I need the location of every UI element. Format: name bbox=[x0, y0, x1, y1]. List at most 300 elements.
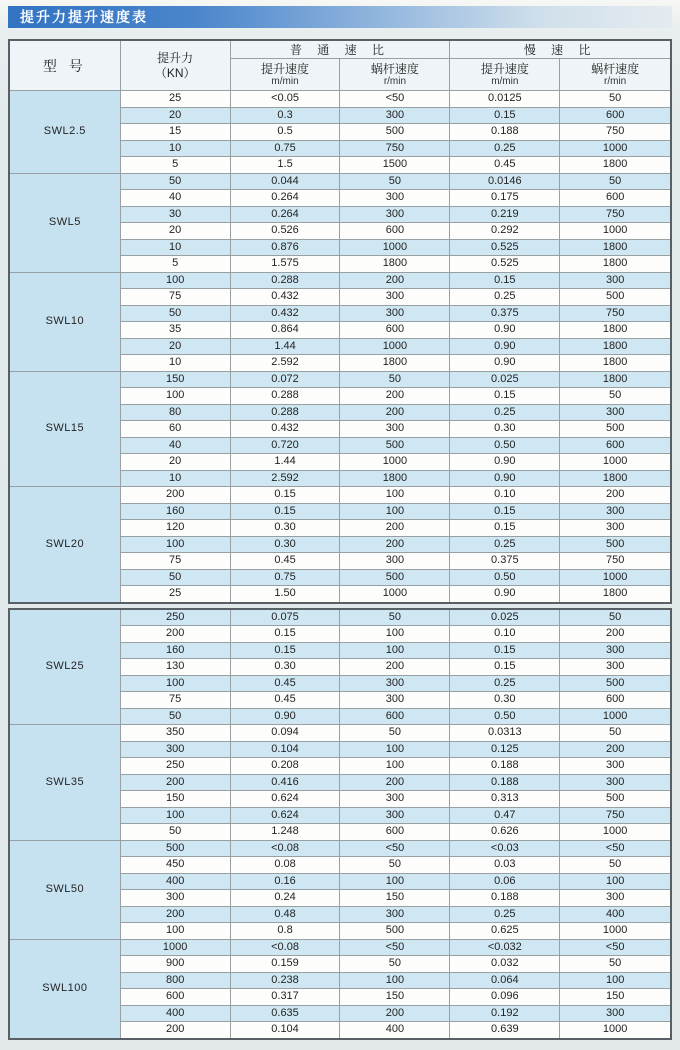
data-cell: 130 bbox=[120, 659, 230, 676]
data-cell: 10 bbox=[120, 239, 230, 256]
data-cell: 0.15 bbox=[230, 503, 340, 520]
data-cell: 5 bbox=[120, 157, 230, 174]
data-cell: 0.096 bbox=[450, 989, 560, 1006]
data-cell: 0.864 bbox=[230, 322, 340, 339]
data-cell: 300 bbox=[560, 774, 671, 791]
data-cell: 250 bbox=[120, 609, 230, 626]
header-sub-3: 蜗杆速度 r/min bbox=[560, 59, 671, 91]
data-cell: 0.45 bbox=[230, 553, 340, 570]
data-cell: 0.06 bbox=[450, 873, 560, 890]
data-cell: 0.48 bbox=[230, 906, 340, 923]
data-cell: 1800 bbox=[340, 256, 450, 273]
data-cell: 200 bbox=[120, 626, 230, 643]
data-cell: 100 bbox=[340, 642, 450, 659]
data-cell: 0.876 bbox=[230, 239, 340, 256]
data-cell: 20 bbox=[120, 107, 230, 124]
data-cell: 0.08 bbox=[230, 857, 340, 874]
model-cell: SWL15 bbox=[9, 371, 120, 487]
data-cell: 500 bbox=[340, 437, 450, 454]
data-cell: 0.238 bbox=[230, 972, 340, 989]
data-cell: 100 bbox=[340, 758, 450, 775]
data-cell: 50 bbox=[560, 388, 671, 405]
data-cell: 50 bbox=[560, 173, 671, 190]
data-cell: <0.08 bbox=[230, 840, 340, 857]
data-cell: 0.025 bbox=[450, 371, 560, 388]
data-cell: 120 bbox=[120, 520, 230, 537]
data-cell: 10 bbox=[120, 470, 230, 487]
header-model: 型 号 bbox=[9, 40, 120, 91]
data-cell: 900 bbox=[120, 956, 230, 973]
data-cell: 300 bbox=[560, 520, 671, 537]
data-cell: 25 bbox=[120, 586, 230, 603]
data-cell: 1000 bbox=[560, 223, 671, 240]
data-cell: 0.192 bbox=[450, 1005, 560, 1022]
data-cell: 1500 bbox=[340, 157, 450, 174]
table-row bbox=[9, 725, 671, 742]
data-cell: 300 bbox=[340, 553, 450, 570]
data-cell: 0.90 bbox=[450, 355, 560, 372]
data-cell: 15 bbox=[120, 124, 230, 141]
data-cell: 1.44 bbox=[230, 454, 340, 471]
data-cell: 1000 bbox=[560, 1022, 671, 1039]
data-cell: 0.104 bbox=[230, 1022, 340, 1039]
data-cell: 80 bbox=[120, 404, 230, 421]
header-slow-ratio: 慢 速 比 bbox=[450, 40, 671, 59]
data-cell: 200 bbox=[120, 1022, 230, 1039]
data-cell: 0.25 bbox=[450, 404, 560, 421]
data-cell: <50 bbox=[340, 840, 450, 857]
data-cell: 100 bbox=[120, 923, 230, 940]
data-cell: 750 bbox=[560, 807, 671, 824]
data-cell: 0.25 bbox=[450, 675, 560, 692]
table-row bbox=[9, 173, 671, 190]
data-cell: 0.064 bbox=[450, 972, 560, 989]
data-cell: 0.175 bbox=[450, 190, 560, 207]
data-cell: 300 bbox=[120, 741, 230, 758]
data-cell: 0.292 bbox=[450, 223, 560, 240]
data-cell: 0.3 bbox=[230, 107, 340, 124]
data-cell: 350 bbox=[120, 725, 230, 742]
data-cell: 0.25 bbox=[450, 140, 560, 157]
data-cell: 100 bbox=[120, 536, 230, 553]
data-cell: 75 bbox=[120, 289, 230, 306]
data-cell: 0.375 bbox=[450, 553, 560, 570]
data-cell: <0.032 bbox=[450, 939, 560, 956]
data-cell: 2.592 bbox=[230, 355, 340, 372]
data-cell: 200 bbox=[340, 388, 450, 405]
data-cell: 300 bbox=[340, 421, 450, 438]
data-cell: 0.188 bbox=[450, 774, 560, 791]
data-cell: 100 bbox=[560, 972, 671, 989]
data-cell: 1.5 bbox=[230, 157, 340, 174]
data-cell: 0.313 bbox=[450, 791, 560, 808]
data-cell: 0.30 bbox=[450, 421, 560, 438]
data-cell: 0.15 bbox=[450, 659, 560, 676]
data-cell: 0.15 bbox=[450, 642, 560, 659]
data-cell: 0.375 bbox=[450, 305, 560, 322]
data-cell: 1000 bbox=[560, 824, 671, 841]
data-cell: 100 bbox=[560, 873, 671, 890]
data-cell: 0.525 bbox=[450, 256, 560, 273]
data-cell: <50 bbox=[340, 91, 450, 108]
data-cell: 200 bbox=[560, 626, 671, 643]
data-cell: 60 bbox=[120, 421, 230, 438]
data-cell: 400 bbox=[340, 1022, 450, 1039]
data-cell: 600 bbox=[120, 989, 230, 1006]
data-cell: 0.432 bbox=[230, 305, 340, 322]
data-cell: 0.032 bbox=[450, 956, 560, 973]
data-cell: 600 bbox=[340, 223, 450, 240]
data-cell: 0.432 bbox=[230, 289, 340, 306]
data-cell: 1800 bbox=[560, 470, 671, 487]
data-cell: 0.15 bbox=[230, 626, 340, 643]
data-cell: 0.75 bbox=[230, 569, 340, 586]
data-cell: <50 bbox=[560, 939, 671, 956]
data-cell: 500 bbox=[340, 124, 450, 141]
data-cell: 50 bbox=[340, 371, 450, 388]
data-cell: 100 bbox=[340, 626, 450, 643]
data-cell: 1000 bbox=[560, 454, 671, 471]
data-cell: 0.50 bbox=[450, 569, 560, 586]
data-cell: 0.90 bbox=[450, 338, 560, 355]
header-sub-0: 提升速度 m/min bbox=[230, 59, 340, 91]
data-cell: 1000 bbox=[560, 708, 671, 725]
data-cell: 400 bbox=[120, 1005, 230, 1022]
data-cell: 50 bbox=[120, 708, 230, 725]
model-cell: SWL25 bbox=[9, 609, 120, 725]
data-cell: 300 bbox=[340, 190, 450, 207]
table-row bbox=[9, 272, 671, 289]
data-cell: 0.288 bbox=[230, 272, 340, 289]
data-cell: 25 bbox=[120, 91, 230, 108]
model-cell: SWL5 bbox=[9, 173, 120, 272]
data-cell: 300 bbox=[340, 807, 450, 824]
data-cell: 1800 bbox=[560, 157, 671, 174]
table-row bbox=[9, 840, 671, 857]
data-cell: 250 bbox=[120, 758, 230, 775]
data-cell: 0.624 bbox=[230, 791, 340, 808]
data-cell: 200 bbox=[340, 659, 450, 676]
model-cell: SWL2.5 bbox=[9, 91, 120, 174]
data-cell: 200 bbox=[340, 774, 450, 791]
data-cell: 0.10 bbox=[450, 487, 560, 504]
data-cell: 1000 bbox=[560, 569, 671, 586]
data-cell: 160 bbox=[120, 642, 230, 659]
data-cell: 800 bbox=[120, 972, 230, 989]
data-cell: 100 bbox=[340, 972, 450, 989]
data-cell: 1.575 bbox=[230, 256, 340, 273]
data-cell: 1000 bbox=[340, 338, 450, 355]
data-cell: 600 bbox=[340, 824, 450, 841]
data-cell: 300 bbox=[560, 503, 671, 520]
data-cell: 0.90 bbox=[230, 708, 340, 725]
data-cell: 600 bbox=[560, 190, 671, 207]
data-cell: 0.90 bbox=[450, 454, 560, 471]
data-cell: 1.248 bbox=[230, 824, 340, 841]
spec-table-block-2 bbox=[8, 608, 672, 1040]
data-cell: 300 bbox=[560, 272, 671, 289]
data-cell: 300 bbox=[340, 791, 450, 808]
data-cell: <0.05 bbox=[230, 91, 340, 108]
data-cell: 500 bbox=[340, 569, 450, 586]
page-title: 提升力提升速度表 bbox=[20, 9, 148, 25]
data-cell: 0.219 bbox=[450, 206, 560, 223]
data-cell: 0.15 bbox=[230, 487, 340, 504]
data-cell: 500 bbox=[340, 923, 450, 940]
data-cell: 20 bbox=[120, 223, 230, 240]
data-cell: 0.525 bbox=[450, 239, 560, 256]
table-row bbox=[9, 487, 671, 504]
data-cell: 750 bbox=[560, 305, 671, 322]
data-cell: 160 bbox=[120, 503, 230, 520]
data-cell: 1000 bbox=[560, 140, 671, 157]
data-cell: 300 bbox=[560, 890, 671, 907]
data-cell: 50 bbox=[340, 956, 450, 973]
data-cell: 200 bbox=[340, 1005, 450, 1022]
data-cell: 750 bbox=[560, 206, 671, 223]
data-cell: 2.592 bbox=[230, 470, 340, 487]
data-cell: 200 bbox=[340, 520, 450, 537]
data-cell: 150 bbox=[340, 890, 450, 907]
data-cell: 75 bbox=[120, 553, 230, 570]
data-cell: 300 bbox=[340, 906, 450, 923]
data-cell: 0.635 bbox=[230, 1005, 340, 1022]
data-cell: 100 bbox=[340, 503, 450, 520]
data-cell: 300 bbox=[340, 107, 450, 124]
data-cell: 200 bbox=[120, 906, 230, 923]
data-cell: 0.50 bbox=[450, 437, 560, 454]
data-cell: 1.44 bbox=[230, 338, 340, 355]
data-cell: <0.08 bbox=[230, 939, 340, 956]
data-cell: 600 bbox=[560, 107, 671, 124]
data-cell: 0.188 bbox=[450, 890, 560, 907]
data-cell: 1000 bbox=[340, 586, 450, 603]
data-cell: 1800 bbox=[560, 586, 671, 603]
data-cell: 0.188 bbox=[450, 758, 560, 775]
table-row bbox=[9, 371, 671, 388]
data-cell: 150 bbox=[560, 989, 671, 1006]
data-cell: 0.30 bbox=[450, 692, 560, 709]
data-cell: 500 bbox=[560, 289, 671, 306]
data-cell: 0.317 bbox=[230, 989, 340, 1006]
data-cell: 500 bbox=[560, 421, 671, 438]
data-cell: 50 bbox=[340, 173, 450, 190]
page-title-banner bbox=[8, 6, 672, 28]
data-cell: 50 bbox=[560, 956, 671, 973]
data-cell: 200 bbox=[340, 272, 450, 289]
data-cell: 50 bbox=[340, 609, 450, 626]
data-cell: 1800 bbox=[560, 322, 671, 339]
data-cell: 300 bbox=[560, 659, 671, 676]
data-cell: 100 bbox=[120, 675, 230, 692]
data-cell: 150 bbox=[340, 989, 450, 1006]
model-cell: SWL100 bbox=[9, 939, 120, 1039]
data-cell: 500 bbox=[560, 536, 671, 553]
data-cell: 50 bbox=[340, 857, 450, 874]
table-row bbox=[9, 939, 671, 956]
data-cell: 0.25 bbox=[450, 906, 560, 923]
data-cell: 600 bbox=[340, 322, 450, 339]
data-cell: 500 bbox=[560, 675, 671, 692]
data-cell: 0.45 bbox=[230, 675, 340, 692]
data-cell: 600 bbox=[560, 692, 671, 709]
data-cell: 0.8 bbox=[230, 923, 340, 940]
data-cell: 0.50 bbox=[450, 708, 560, 725]
data-cell: <0.03 bbox=[450, 840, 560, 857]
data-cell: 40 bbox=[120, 437, 230, 454]
data-cell: 0.0125 bbox=[450, 91, 560, 108]
data-cell: 0.639 bbox=[450, 1022, 560, 1039]
data-cell: 1800 bbox=[560, 371, 671, 388]
data-cell: 0.10 bbox=[450, 626, 560, 643]
data-cell: 500 bbox=[560, 791, 671, 808]
data-cell: 30 bbox=[120, 206, 230, 223]
data-cell: 150 bbox=[120, 371, 230, 388]
data-cell: 0.264 bbox=[230, 190, 340, 207]
data-cell: 100 bbox=[120, 272, 230, 289]
data-cell: 400 bbox=[560, 906, 671, 923]
table-row bbox=[9, 609, 671, 626]
speed-spec-tables bbox=[8, 39, 672, 1040]
data-cell: 0.208 bbox=[230, 758, 340, 775]
data-cell: 50 bbox=[560, 725, 671, 742]
data-cell: 0.15 bbox=[450, 388, 560, 405]
model-cell: SWL20 bbox=[9, 487, 120, 603]
header-lift-force: 提升力 （KN） bbox=[120, 40, 230, 91]
data-cell: 100 bbox=[120, 388, 230, 405]
header-sub-1: 蜗杆速度 r/min bbox=[340, 59, 450, 91]
data-cell: 300 bbox=[340, 289, 450, 306]
data-cell: 300 bbox=[340, 305, 450, 322]
data-cell: 0.15 bbox=[450, 520, 560, 537]
data-cell: 0.90 bbox=[450, 322, 560, 339]
data-cell: 300 bbox=[340, 206, 450, 223]
data-cell: 300 bbox=[560, 758, 671, 775]
data-cell: 0.90 bbox=[450, 586, 560, 603]
spec-table-block-1 bbox=[8, 39, 672, 604]
data-cell: 0.288 bbox=[230, 404, 340, 421]
data-cell: 200 bbox=[340, 536, 450, 553]
data-cell: 0.45 bbox=[230, 692, 340, 709]
data-cell: 300 bbox=[560, 404, 671, 421]
data-cell: 400 bbox=[120, 873, 230, 890]
table-row bbox=[9, 91, 671, 108]
data-cell: 0.47 bbox=[450, 807, 560, 824]
data-cell: 750 bbox=[560, 553, 671, 570]
data-cell: 300 bbox=[340, 675, 450, 692]
data-cell: 40 bbox=[120, 190, 230, 207]
data-cell: 100 bbox=[120, 807, 230, 824]
data-cell: 300 bbox=[340, 692, 450, 709]
data-cell: 50 bbox=[560, 857, 671, 874]
data-cell: 0.0313 bbox=[450, 725, 560, 742]
data-cell: 0.044 bbox=[230, 173, 340, 190]
data-cell: 50 bbox=[340, 725, 450, 742]
data-cell: 150 bbox=[120, 791, 230, 808]
data-cell: 1800 bbox=[560, 239, 671, 256]
data-cell: 1800 bbox=[340, 470, 450, 487]
data-cell: <50 bbox=[560, 840, 671, 857]
data-cell: 50 bbox=[560, 91, 671, 108]
data-cell: 50 bbox=[120, 305, 230, 322]
data-cell: 1.50 bbox=[230, 586, 340, 603]
data-cell: 0.0146 bbox=[450, 173, 560, 190]
data-cell: 0.15 bbox=[450, 107, 560, 124]
data-cell: 200 bbox=[560, 487, 671, 504]
data-cell: 100 bbox=[340, 873, 450, 890]
data-cell: 0.30 bbox=[230, 659, 340, 676]
data-cell: 0.072 bbox=[230, 371, 340, 388]
data-cell: 0.626 bbox=[450, 824, 560, 841]
data-cell: 0.24 bbox=[230, 890, 340, 907]
data-cell: 300 bbox=[560, 642, 671, 659]
data-cell: 0.159 bbox=[230, 956, 340, 973]
data-cell: 0.416 bbox=[230, 774, 340, 791]
data-cell: 300 bbox=[120, 890, 230, 907]
data-cell: 75 bbox=[120, 692, 230, 709]
model-cell: SWL10 bbox=[9, 272, 120, 371]
data-cell: 50 bbox=[120, 569, 230, 586]
data-cell: 0.25 bbox=[450, 289, 560, 306]
data-cell: 0.90 bbox=[450, 470, 560, 487]
data-cell: 0.25 bbox=[450, 536, 560, 553]
data-cell: 0.125 bbox=[450, 741, 560, 758]
data-cell: 750 bbox=[560, 124, 671, 141]
data-cell: 750 bbox=[340, 140, 450, 157]
data-cell: 1800 bbox=[340, 355, 450, 372]
data-cell: 200 bbox=[120, 774, 230, 791]
model-cell: SWL35 bbox=[9, 725, 120, 841]
data-cell: 0.624 bbox=[230, 807, 340, 824]
data-cell: 0.45 bbox=[450, 157, 560, 174]
data-cell: 1000 bbox=[340, 239, 450, 256]
data-cell: 0.094 bbox=[230, 725, 340, 742]
data-cell: 600 bbox=[340, 708, 450, 725]
data-cell: 1000 bbox=[120, 939, 230, 956]
data-cell: 0.075 bbox=[230, 609, 340, 626]
data-cell: <50 bbox=[340, 939, 450, 956]
data-cell: 0.625 bbox=[450, 923, 560, 940]
data-cell: 0.104 bbox=[230, 741, 340, 758]
data-cell: 200 bbox=[120, 487, 230, 504]
data-cell: 0.16 bbox=[230, 873, 340, 890]
data-cell: 0.75 bbox=[230, 140, 340, 157]
data-cell: 500 bbox=[120, 840, 230, 857]
data-cell: 10 bbox=[120, 355, 230, 372]
data-cell: 1000 bbox=[560, 923, 671, 940]
data-cell: 0.30 bbox=[230, 536, 340, 553]
data-cell: 0.025 bbox=[450, 609, 560, 626]
data-cell: 0.526 bbox=[230, 223, 340, 240]
data-cell: 0.15 bbox=[450, 272, 560, 289]
data-cell: 0.288 bbox=[230, 388, 340, 405]
header-sub-2: 提升速度 m/min bbox=[450, 59, 560, 91]
data-cell: 0.5 bbox=[230, 124, 340, 141]
header-normal-ratio: 普 通 速 比 bbox=[230, 40, 450, 59]
data-cell: 50 bbox=[120, 173, 230, 190]
data-cell: 35 bbox=[120, 322, 230, 339]
data-cell: 200 bbox=[560, 741, 671, 758]
data-cell: 1800 bbox=[560, 338, 671, 355]
data-cell: 100 bbox=[340, 741, 450, 758]
data-cell: 20 bbox=[120, 454, 230, 471]
data-cell: 1800 bbox=[560, 355, 671, 372]
data-cell: 0.264 bbox=[230, 206, 340, 223]
data-cell: 0.03 bbox=[450, 857, 560, 874]
data-cell: 200 bbox=[340, 404, 450, 421]
data-cell: 600 bbox=[560, 437, 671, 454]
data-cell: 100 bbox=[340, 487, 450, 504]
